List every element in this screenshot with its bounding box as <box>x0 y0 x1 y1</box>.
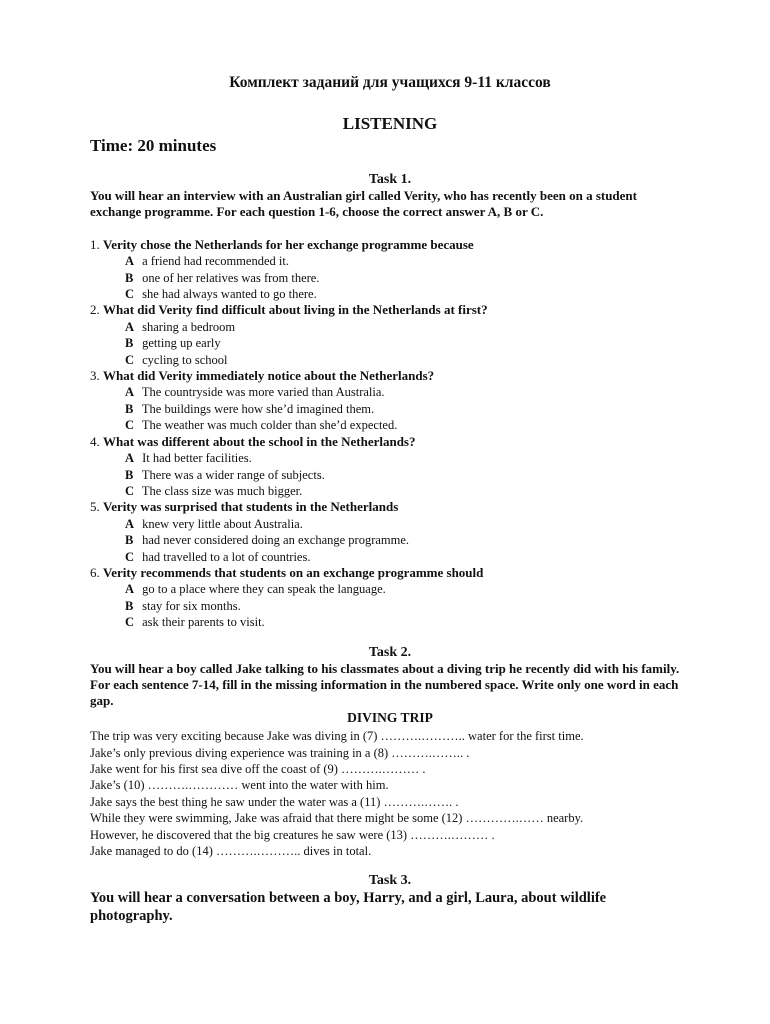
task-3-instruction: You will hear a conversation between a boy, Harry, and a girl, Laura, about wildlife photography. <box>90 890 607 925</box>
option-letter: B <box>125 533 134 548</box>
option-letter: A <box>125 254 135 269</box>
gap-sentence-11: Jake says the best thing he saw under the water was a (11) ……….……. . <box>90 794 459 809</box>
task-3-title: Task 3. <box>368 873 412 889</box>
option-b <box>125 335 690 351</box>
gap-sentence-10: Jake’s (10) ……….………… went into the water with him. <box>90 778 389 793</box>
option-letter: C <box>125 352 135 367</box>
question-4 <box>90 434 690 500</box>
option-text: sharing a bedroom <box>142 319 236 334</box>
question-stem: Verity chose the Netherlands for her exchange programme because <box>103 236 474 252</box>
option-text: It had better facilities. <box>142 451 252 466</box>
option-b <box>125 532 690 548</box>
gap-sentence-14: Jake managed to do (14) ……….……….. dives in total. <box>90 844 372 859</box>
question-5 <box>90 499 690 565</box>
option-b <box>125 401 690 417</box>
option-letter: C <box>125 549 135 564</box>
task-2-instruction: You will hear a boy called Jake talking to his classmates about a diving trip he recently did with his family. For each sentence 7-14, fill in the missing information in the numbered space. Write only one word in each gap. <box>90 660 680 709</box>
question-list <box>90 237 690 631</box>
question-stem: What did Verity immediately notice about the Netherlands? <box>103 368 435 384</box>
option-letter: A <box>125 582 135 597</box>
option-list <box>90 253 690 302</box>
option-text: one of her relatives was from there. <box>142 270 320 285</box>
option-text: knew very little about Australia. <box>142 516 303 531</box>
option-b <box>125 270 690 286</box>
option-list <box>90 384 690 433</box>
option-letter: B <box>125 401 134 416</box>
option-a <box>125 253 690 269</box>
task-1 <box>90 172 690 631</box>
question-2 <box>90 302 690 368</box>
option-letter: C <box>125 287 135 302</box>
question-stem: Verity was surprised that students in the Netherlands <box>103 499 399 515</box>
option-text: The class size was much bigger. <box>141 483 303 498</box>
option-letter: A <box>125 516 135 531</box>
question-1 <box>90 237 690 303</box>
option-text: cycling to school <box>142 352 228 367</box>
option-list <box>90 516 690 565</box>
task-2 <box>90 645 690 860</box>
time-limit: Time: 20 minutes <box>90 136 217 155</box>
question-number: 1. <box>90 236 100 252</box>
option-list <box>90 319 690 368</box>
option-a <box>125 516 690 532</box>
question-number: 5. <box>90 499 100 515</box>
option-letter: C <box>125 483 135 498</box>
option-list <box>90 450 690 499</box>
option-text: go to a place where they can speak the language. <box>142 582 386 597</box>
option-letter: B <box>125 598 134 613</box>
option-letter: A <box>125 385 135 400</box>
option-letter: C <box>125 418 135 433</box>
question-number: 2. <box>90 302 100 318</box>
option-list <box>90 581 690 630</box>
diving-trip-heading: DIVING TRIP <box>347 709 433 725</box>
question-3 <box>90 368 690 434</box>
option-letter: A <box>125 451 135 466</box>
option-text: ask their parents to visit. <box>142 615 265 630</box>
question-stem: What did Verity find difficult about living in the Netherlands at first? <box>103 302 488 318</box>
question-number: 4. <box>90 433 100 449</box>
option-letter: B <box>125 467 134 482</box>
gap-fill-list <box>90 728 690 859</box>
option-a <box>125 319 690 335</box>
option-letter: B <box>125 270 134 285</box>
option-text: The countryside was more varied than Australia. <box>141 385 385 400</box>
option-letter: A <box>125 319 135 334</box>
kit-title: Комплект заданий для учащихся 9-11 классов <box>229 74 551 91</box>
gap-sentence-13: However, he discovered that the big creatures he saw were (13) ……….……… . <box>90 827 495 842</box>
question-6 <box>90 565 690 631</box>
option-text: had never considered doing an exchange programme. <box>142 533 410 548</box>
option-b <box>125 467 690 483</box>
option-text: getting up early <box>142 336 221 351</box>
option-a <box>125 384 690 400</box>
option-text: a friend had recommended it. <box>142 254 289 269</box>
option-letter: B <box>125 336 134 351</box>
gap-sentence-9: Jake went for his first sea dive off the coast of (9) ……….……… . <box>90 762 426 776</box>
option-a <box>125 450 690 466</box>
option-text: The weather was much colder than she’d expected. <box>141 418 398 433</box>
option-c <box>125 614 690 630</box>
option-c <box>125 352 690 368</box>
section-title: LISTENING <box>342 114 438 133</box>
option-letter: C <box>125 615 135 630</box>
option-c <box>125 417 690 433</box>
gap-sentence-8: Jake’s only previous diving experience was training in a (8) ……….…….. . <box>90 745 470 760</box>
task-2-title: Task 2. <box>368 644 412 660</box>
option-c <box>125 286 690 302</box>
option-c <box>125 483 690 499</box>
task-1-title: Task 1. <box>368 172 412 187</box>
option-text: The buildings were how she’d imagined them. <box>141 401 375 416</box>
task-1-instruction: You will hear an interview with an Australian girl called Verity, who has recently been on a student exchange programme. For each question 1-6, choose the correct answer A, B or C. <box>90 188 637 220</box>
question-stem: Verity recommends that students on an exchange programme should <box>103 564 484 580</box>
gap-sentence-12: While they were swimming, Jake was afraid that there might be some (12) ………….…… nearby. <box>90 811 584 826</box>
gap-sentence-7: The trip was very exciting because Jake was diving in (7) ……….……….. water for the first time. <box>90 729 584 744</box>
option-a <box>125 581 690 597</box>
option-b <box>125 598 690 614</box>
question-stem: What was different about the school in the Netherlands? <box>103 433 416 449</box>
question-number: 6. <box>90 564 100 580</box>
question-number: 3. <box>90 368 100 384</box>
option-text: she had always wanted to go there. <box>142 287 317 302</box>
task-3 <box>90 873 690 925</box>
option-c <box>125 549 690 565</box>
option-text: There was a wider range of subjects. <box>141 467 325 482</box>
option-text: had travelled to a lot of countries. <box>142 549 311 564</box>
option-text: stay for six months. <box>142 598 241 613</box>
